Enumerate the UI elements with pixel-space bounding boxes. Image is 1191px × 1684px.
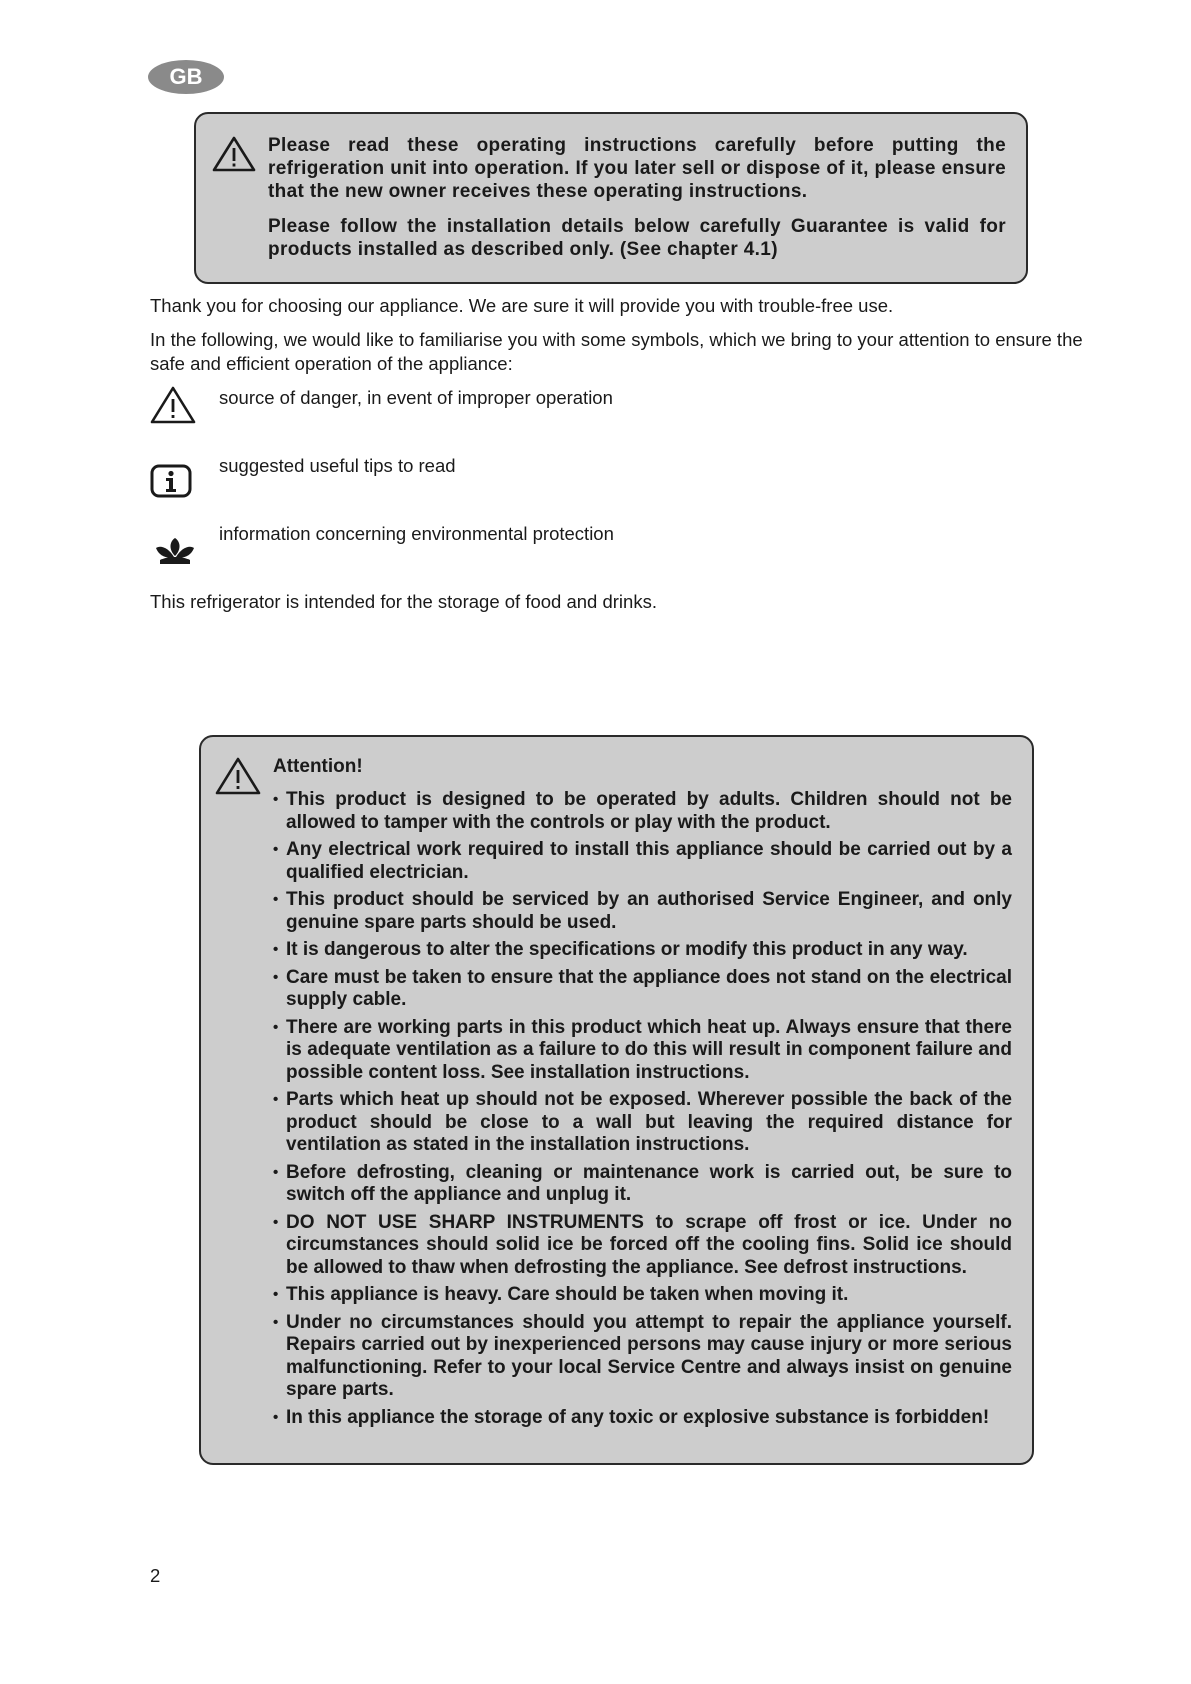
symbol-label-danger: source of danger, in event of improper operation — [219, 387, 613, 408]
info-icon — [150, 464, 192, 503]
notice-box — [194, 112, 1028, 284]
symbols-intro-text: In the following, we would like to familiarise you with some symbols, which we bring to your attention to ensure the safe and efficient operation of the appliance: — [150, 329, 1083, 374]
attention-box — [199, 735, 1034, 1465]
symbol-label-tips: suggested useful tips to read — [219, 455, 456, 476]
list-item: • This product is designed to be operated by adults. Children should not be allowed to tamper with the controls or play with the product. — [273, 789, 1012, 834]
notice-paragraph: Please follow the installation details below carefully Guarantee is valid for products installed as described only. (See chapter 4.1) — [268, 216, 1006, 260]
warning-triangle-icon — [150, 386, 196, 429]
purpose-text: This refrigerator is intended for the storage of food and drinks. — [150, 591, 657, 612]
leaf-icon — [154, 534, 196, 575]
notice-paragraph: Please read these operating instructions carefully before putting the refrigeration unit into operation. If you later sell or dispose of it, please ensure that the new owner receives these operating instructions. — [268, 135, 1006, 202]
attention-list — [273, 789, 1012, 1429]
thanks-text: Thank you for choosing our appliance. We are sure it will provide you with trouble-free use. — [150, 295, 894, 316]
list-item: • Any electrical work required to install this appliance should be carried out by a qualified electrician. — [273, 839, 1012, 884]
page-number: 2 — [150, 1565, 161, 1586]
warning-triangle-icon — [215, 757, 261, 800]
list-item: • This appliance is heavy. Care should be taken when moving it. — [273, 1284, 1012, 1307]
list-item: • DO NOT USE SHARP INSTRUMENTS to scrape off frost or ice. Under no circumstances should solid ice be forced off the cooling fins. Solid ice should be allowed to thaw when defrosting the appliance. See defrost instructions. — [273, 1212, 1012, 1280]
language-badge: GB — [148, 60, 224, 94]
list-item: • This product should be serviced by an authorised Service Engineer, and only genuine spare parts should be used. — [273, 889, 1012, 934]
list-item: • There are working parts in this product which heat up. Always ensure that there is adequate ventilation as a failure to do this will result in component failure and possible content loss. See installation instructions. — [273, 1017, 1012, 1085]
list-item: • Care must be taken to ensure that the appliance does not stand on the electrical supply cable. — [273, 967, 1012, 1012]
list-item: • Parts which heat up should not be exposed. Wherever possible the back of the product should be close to a wall but leaving the required distance for ventilation as stated in the installation instructions. — [273, 1089, 1012, 1157]
attention-heading: Attention! — [273, 756, 363, 777]
list-item: • It is dangerous to alter the specifications or modify this product in any way. — [273, 939, 1012, 962]
list-item: • Under no circumstances should you attempt to repair the appliance yourself. Repairs carried out by inexperienced persons may cause injury or more serious malfunctioning. Refer to your local Service Centre and always insist on genuine spare parts. — [273, 1312, 1012, 1402]
list-item: • Before defrosting, cleaning or maintenance work is carried out, be sure to switch off the appliance and unplug it. — [273, 1162, 1012, 1207]
list-item: • In this appliance the storage of any toxic or explosive substance is forbidden! — [273, 1407, 1012, 1430]
warning-triangle-icon — [212, 136, 256, 177]
symbol-label-environment: information concerning environmental protection — [219, 523, 614, 544]
